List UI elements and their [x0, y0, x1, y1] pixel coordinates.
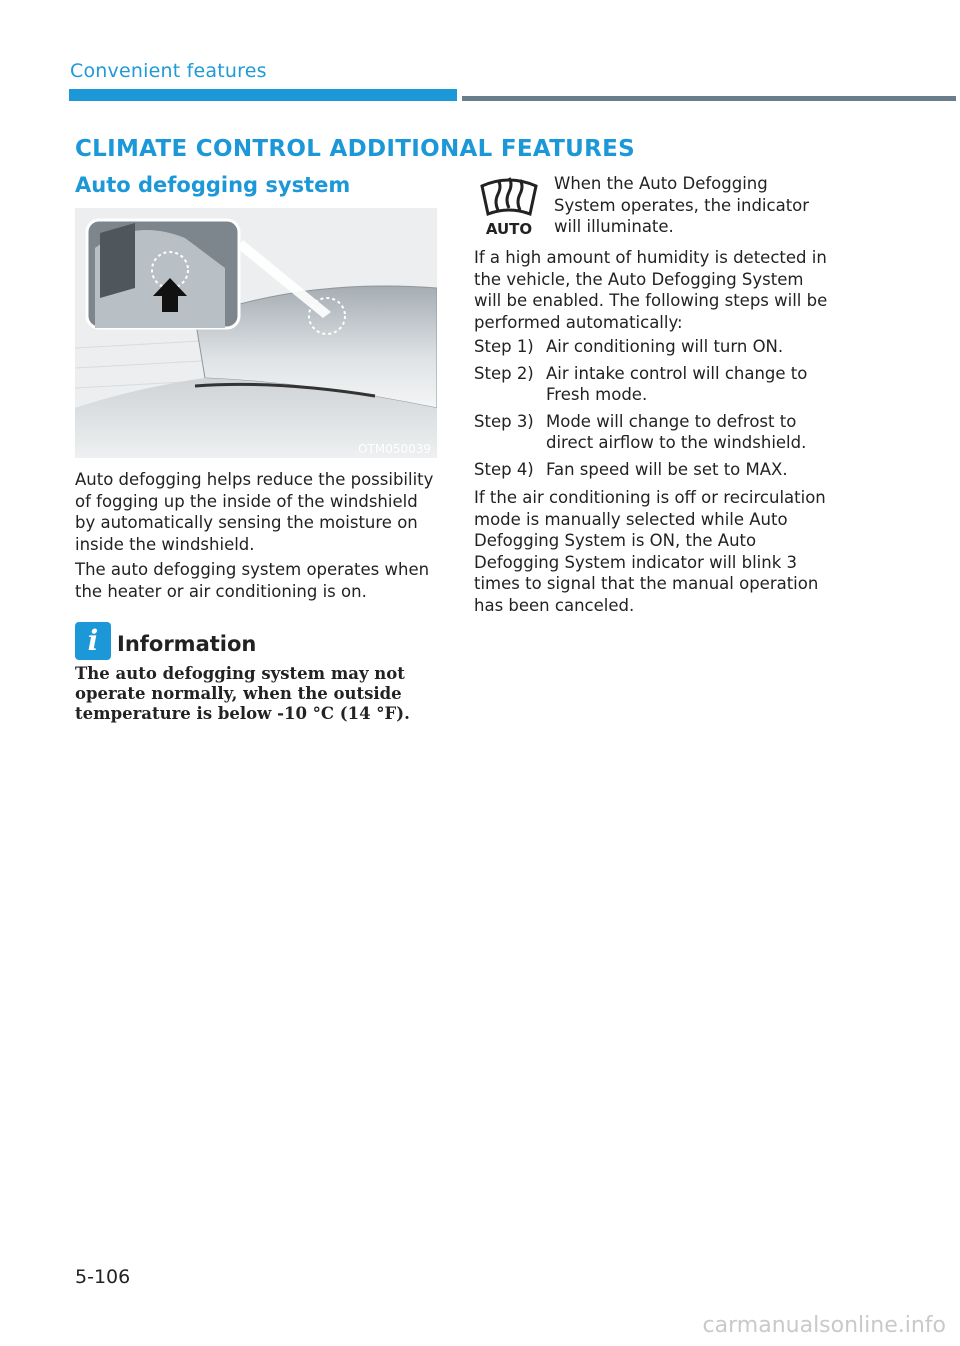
manual-cancel-note: If the air conditioning is off or recirculation mode is manually selected while Auto Defogging System is ON, the Auto Defogging System indicator will blink 3 times to signal that the manual operation has been canceled. — [474, 488, 826, 615]
windshield-illustration — [75, 208, 437, 458]
information-icon: i — [75, 622, 111, 660]
step-number: Step 3) — [474, 411, 534, 431]
watermark: carmanualsonline.info — [702, 1313, 946, 1338]
auto-defog-steps — [474, 336, 834, 485]
step-item — [474, 363, 834, 406]
page-header-title: Convenient features — [70, 60, 267, 82]
information-title: Information — [117, 632, 257, 656]
step-number: Step 1) — [474, 337, 534, 356]
step-item — [474, 411, 834, 454]
windshield-sensor-figure — [75, 208, 437, 458]
subsection-title: Auto defogging system — [75, 173, 351, 197]
step-item — [474, 336, 834, 358]
step-text: Air conditioning will turn ON. — [546, 337, 784, 356]
step-number: Step 4) — [474, 459, 534, 479]
header-bar-accent — [69, 89, 457, 101]
header-bar-rule — [462, 96, 956, 101]
step-item — [474, 459, 834, 481]
humidity-intro: If a high amount of humidity is detected in the vehicle, the Auto Defogging System will be enabled. The following steps will be performed automatically: — [474, 248, 828, 332]
step-text: Mode will change to defrost to direct airflow to the windshield. — [546, 411, 807, 452]
step-text: Fan speed will be set to MAX. — [546, 459, 788, 479]
indicator-description: When the Auto Defogging System operates, the indicator will illuminate. — [554, 174, 810, 236]
page-number: 5-106 — [75, 1266, 131, 1288]
auto-defog-indicator-icon — [476, 176, 542, 238]
information-text: The auto defogging system may not operate normally, when the outside temperature is below -10 °C (14 °F). — [75, 664, 410, 723]
auto-icon-label: AUTO — [485, 220, 533, 238]
step-number: Step 2) — [474, 363, 534, 383]
figure-code: OTM050039 — [358, 442, 431, 456]
left-paragraph-2: The auto defogging system operates when the heater or air conditioning is on. — [75, 560, 430, 601]
step-text: Air intake control will change to Fresh mode. — [546, 363, 808, 404]
left-paragraph-1: Auto defogging helps reduce the possibility of fogging up the inside of the windshield by automatically sensing the moisture on inside the windshield. — [75, 470, 434, 554]
section-title: CLIMATE CONTROL ADDITIONAL FEATURES — [75, 136, 636, 162]
